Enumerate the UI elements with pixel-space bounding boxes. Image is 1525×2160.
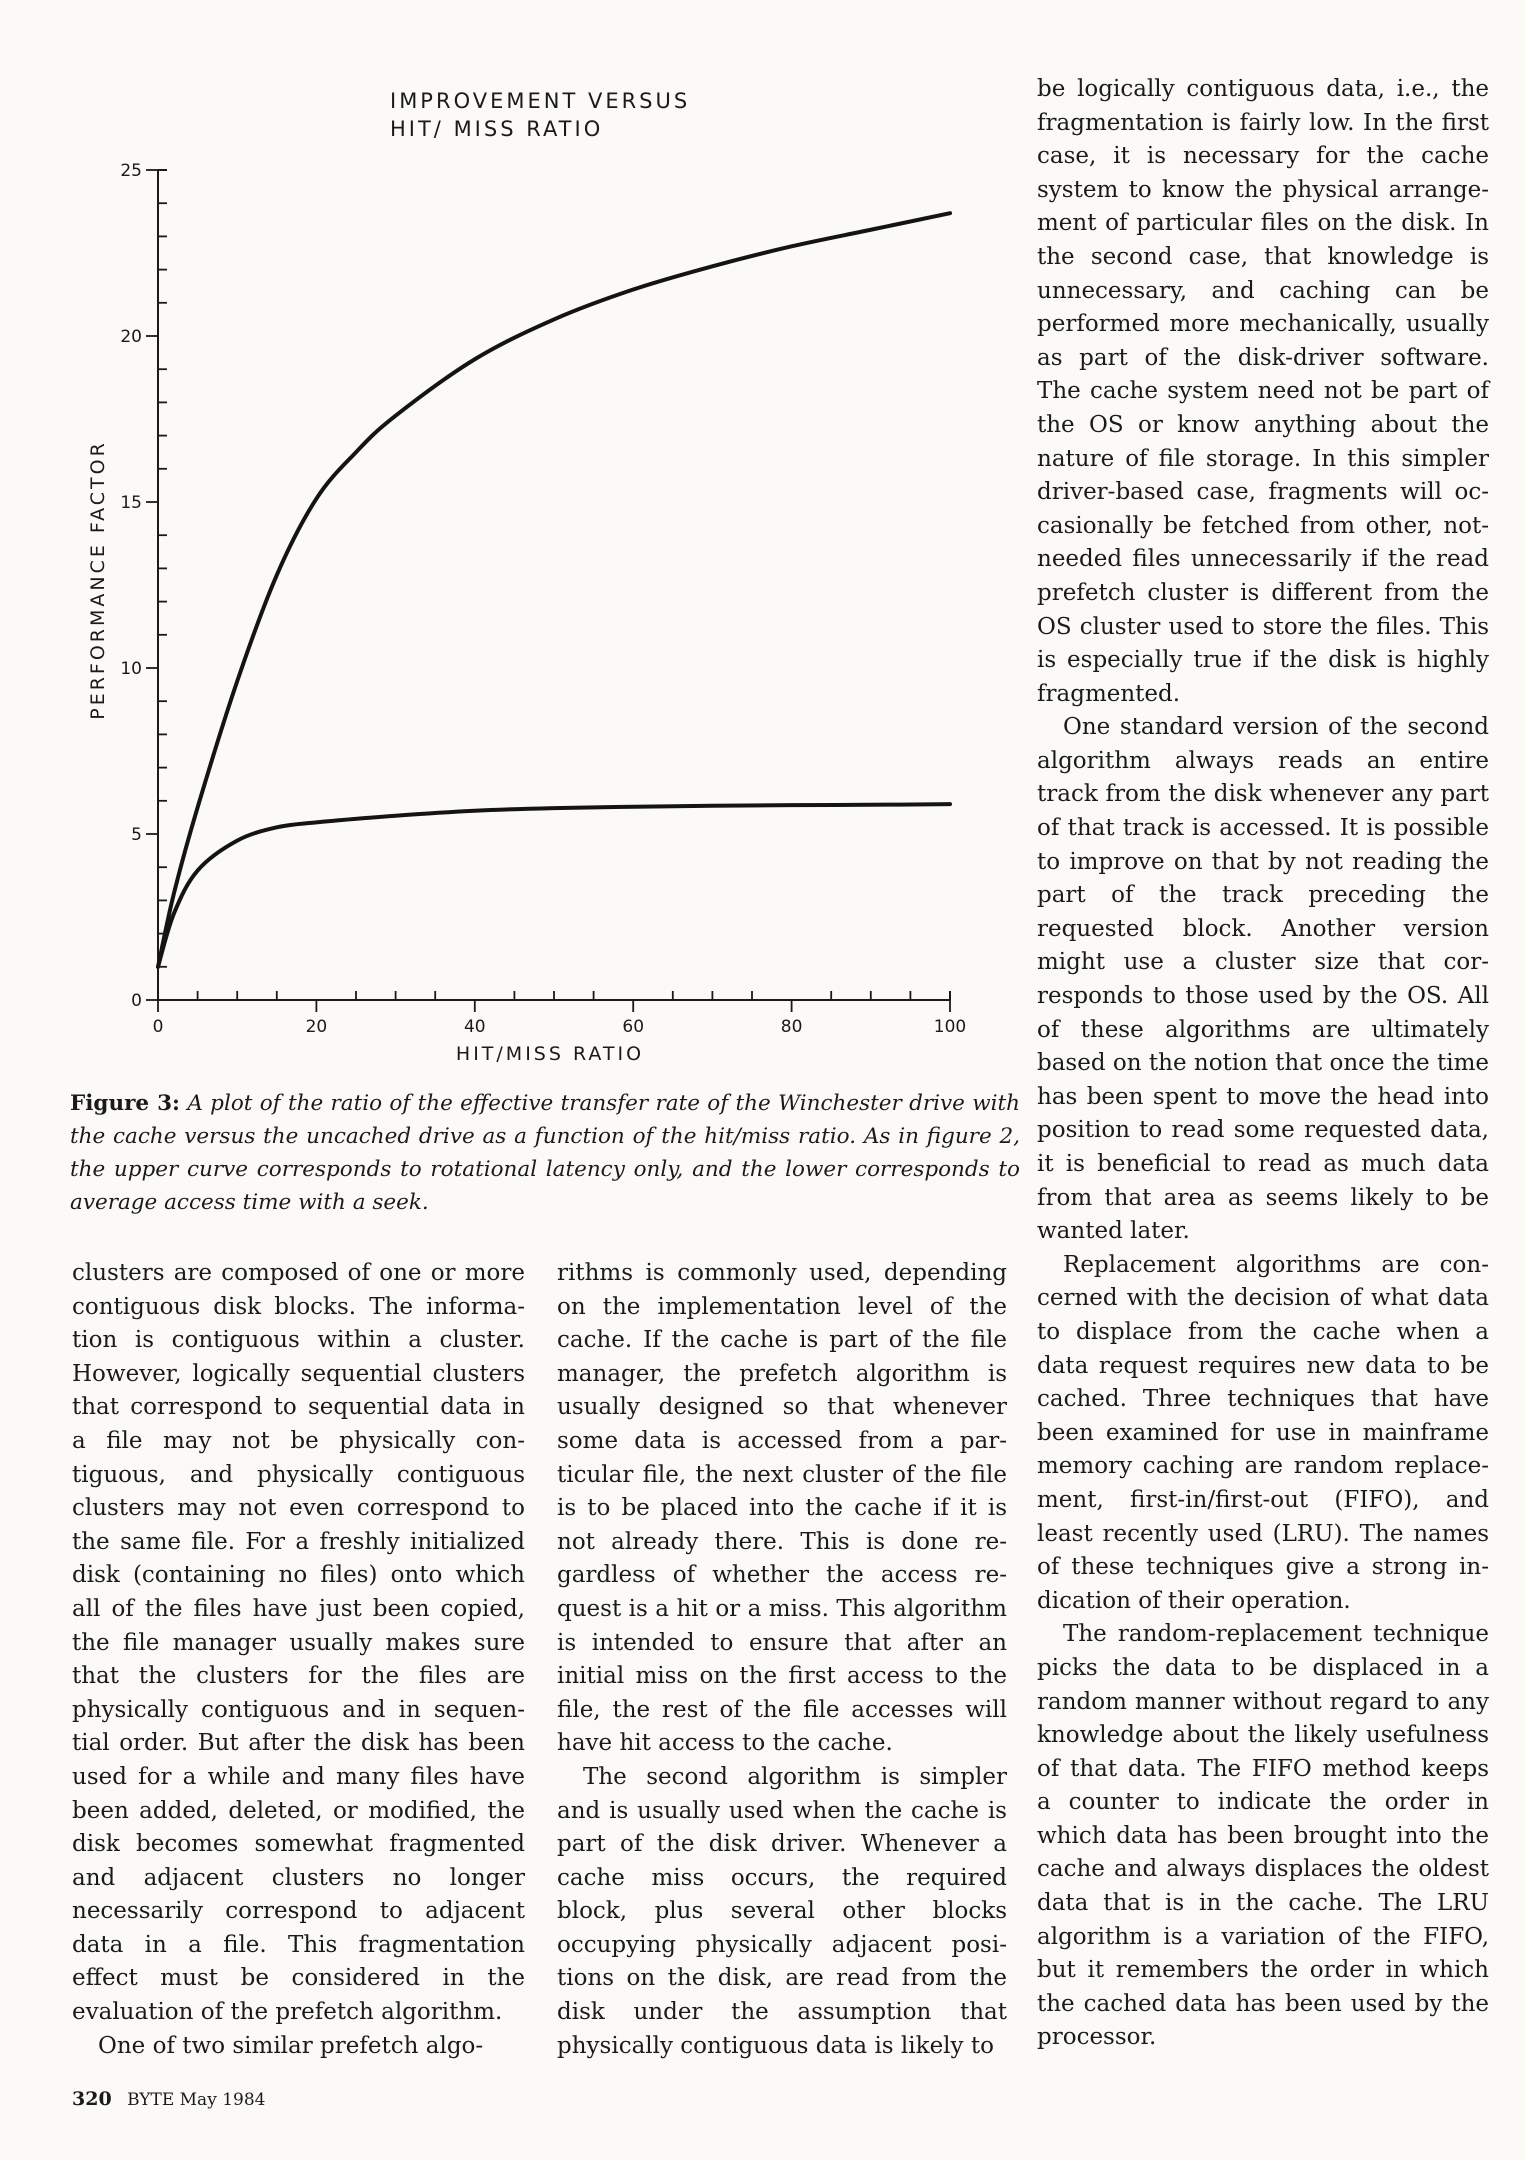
figure-caption [70, 1087, 1020, 1219]
text-column-right [1037, 73, 1489, 2055]
y-tick-label: 0 [131, 991, 142, 1011]
chart-ticks [120, 161, 966, 1037]
text-column-middle [557, 1257, 1007, 2063]
paragraph: Replacement algorithms are concerned with the decision of what data to displace from the cache when a data request requires new data to be cached. Three techniques that have been examined for use in mainframe memory caching are random replacement, first-in/first-out (FIFO), and least recently used (LRU). The names of these techniques give a strong indication of their operation. [1037, 1251, 1489, 1614]
chart-axes [158, 170, 950, 1000]
paragraph: clusters are composed of one or more contiguous disk blocks. The information is contiguous within a cluster. However, logically sequential clusters that correspond to sequential data in a file may not be physically contiguous, and physically contiguous clusters may not even correspond to the same file. For a freshly initialized disk (containing no files) onto which all of the files have just been copied, the file manager usually makes sure that the clusters for the files are physically contiguous and in sequential order. But after the disk has been used for a while and many files have been added, deleted, or modified, the disk becomes somewhat fragmented and adjacent clusters no longer necessarily correspond to adjacent data in a file. This fragmentation effect must be considered in the evaluation of the prefetch algorithm. [72, 1260, 525, 2026]
paragraph: The second algorithm is simpler and is usually used when the cache is part of the disk driver. Whenever a cache miss occurs, the required block, plus several other blocks occupying physically adjacent positions on the disk, are read from the disk under the assumption that physically contiguous data is likely to [557, 1763, 1007, 2059]
upper-curve-line [158, 213, 950, 967]
x-tick-label: 0 [152, 1017, 164, 1037]
page-number: 320 [72, 2088, 112, 2110]
paragraph: The random-replacement technique picks the data to be displaced in a random manner without regard to any knowledge about the likely usefulness of that data. The FIFO method keeps a counter to indicate the order in which data has been brought into the cache and always displaces the oldest data that is in the cache. The LRU algorithm is a variation of the FIFO, but it remembers the order in which the cached data has been used by the processor. [1037, 1621, 1489, 2051]
x-tick-label: 20 [305, 1017, 328, 1037]
paragraph: One of two similar prefetch algo- [98, 2032, 484, 2059]
y-tick-label: 15 [120, 493, 142, 513]
x-tick-label: 40 [463, 1017, 486, 1037]
x-tick-label: 60 [622, 1017, 645, 1037]
performance-chart [60, 70, 1020, 1080]
caption-text: A plot of the ratio of the effective transfer rate of the Winchester drive with the cache versus the uncached drive as a function of the hit/miss ratio. As in figure 2, the upper curve corresponds to rotational latency only, and the lower corresponds to average access time with a seek. [70, 1091, 1021, 1215]
chart-title-line-2: HIT/ MISS RATIO [390, 117, 604, 141]
y-tick-label: 10 [120, 659, 142, 679]
chart-title-line-1: IMPROVEMENT VERSUS [390, 89, 691, 113]
lower-curve-line [158, 804, 950, 967]
chart-series [158, 213, 950, 967]
y-axis-title: PERFORMANCE FACTOR [87, 440, 109, 720]
text-column-left [72, 1257, 525, 2063]
paragraph: be logically contiguous data, i.e., the fragmentation is fairly low. In the first case, it is necessary for the cache system to know the physical arrangement of particular files on the disk. In the second case, that knowledge is unnecessary, and caching can be performed more mechanically, usually as part of the disk-driver software. The cache system need not be part of the OS or know anything about the nature of file storage. In this simpler driver-based case, fragments will occasionally be fetched from other, not-needed files unnecessarily if the read prefetch cluster is different from the OS cluster used to store the files. This is especially true if the disk is highly fragmented. [1037, 76, 1489, 707]
x-tick-label: 100 [933, 1017, 967, 1037]
caption-label: Figure 3: [70, 1091, 180, 1116]
page-footer [72, 2088, 265, 2110]
y-tick-label: 5 [131, 825, 142, 845]
publication-info: BYTE May 1984 [127, 2090, 266, 2110]
paragraph: One standard version of the second algorithm always reads an entire track from the disk whenever any part of that track is accessed. It is possible to improve on that by not reading the part of the track preceding the requested block. Another version might use a cluster size that corresponds to those used by the OS. All of these algorithms are ultimately based on the notion that once the time has been spent to move the head into position to read some requested data, it is beneficial to read as much data from that area as seems likely to be wanted later. [1037, 714, 1489, 1245]
x-axis-title: HIT/MISS RATIO [455, 1043, 645, 1065]
x-tick-label: 80 [780, 1017, 803, 1037]
y-tick-label: 25 [120, 161, 142, 181]
y-tick-label: 20 [120, 327, 142, 347]
paragraph: rithms is commonly used, depending on the implementation level of the cache. If the cache is part of the file manager, the prefetch algorithm is usually designed so that whenever some data is accessed from a particular file, the next cluster of the file is to be placed into the cache if it is not already there. This is done regardless of whether the access request is a hit or a miss. This algorithm is intended to ensure that after an initial miss on the first access to the file, the rest of the file accesses will have hit access to the cache. [557, 1260, 1007, 1757]
